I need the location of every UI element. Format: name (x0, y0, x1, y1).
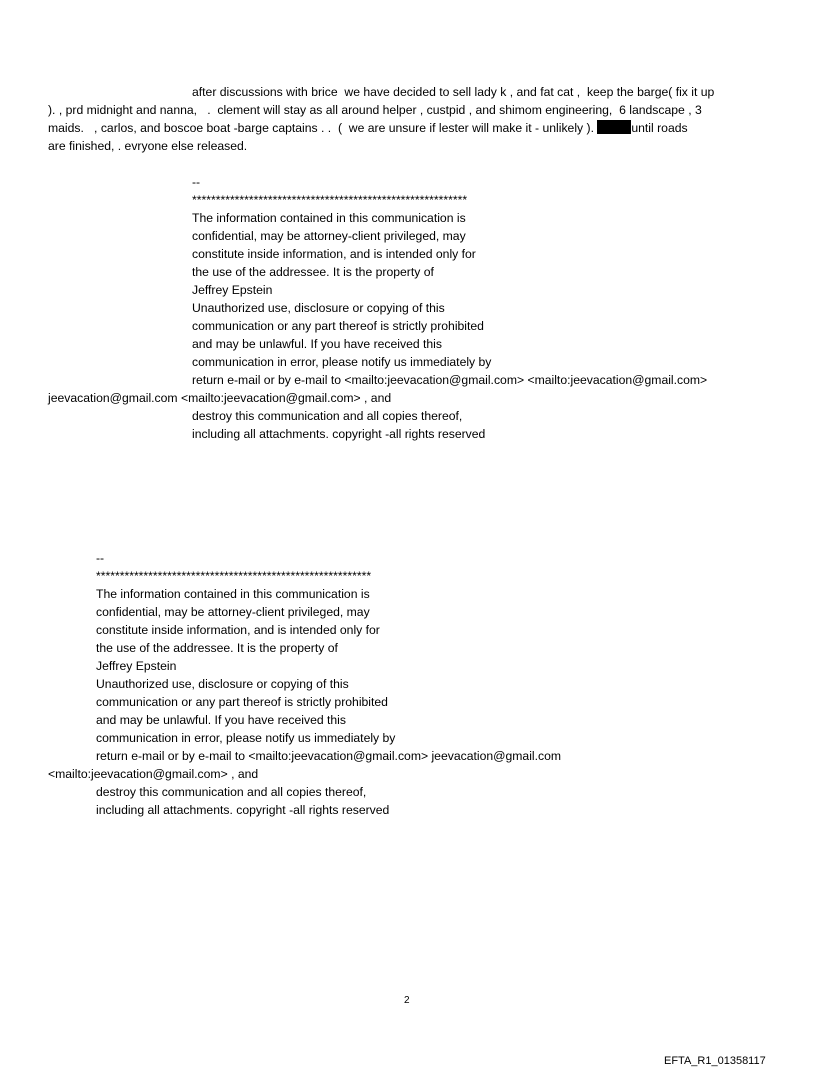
footer2-line: Unauthorized use, disclosure or copying of this (96, 677, 349, 691)
footer1-line: Unauthorized use, disclosure or copying of this (192, 301, 445, 315)
footer1-line: jeevacation@gmail.com <mailto:jeevacation@gmail.com> , and (48, 391, 392, 405)
footer2-line: The information contained in this communication is (96, 587, 370, 601)
footer1-line: return e-mail or by e-mail to <mailto:jeevacation@gmail.com> <mailto:jeevacation@gmail.com> (192, 373, 708, 387)
page-number: 2 (404, 995, 410, 1006)
footer1-stars: ********************************************************** (192, 193, 468, 207)
footer1-line: confidential, may be attorney-client privileged, may (192, 229, 466, 243)
footer1-line: constitute inside information, and is intended only for (192, 247, 476, 261)
footer2-line: destroy this communication and all copies thereof, (96, 785, 367, 799)
footer2-stars: ********************************************************** (96, 569, 372, 583)
footer1-line: including all attachments. copyright -all rights reserved (192, 427, 486, 441)
body-line-3-pre: maids. , carlos, and boscoe boat -barge captains . . ( we are unsure if lester will make it - unlikely ). (48, 121, 598, 135)
footer2-line: the use of the addressee. It is the property of (96, 641, 338, 655)
footer2-line: return e-mail or by e-mail to <mailto:jeevacation@gmail.com> jeevacation@gmail.com (96, 749, 562, 763)
footer1-line: communication or any part thereof is strictly prohibited (192, 319, 484, 333)
redaction-box (597, 120, 631, 134)
footer1-dash: -- (192, 175, 201, 189)
body-line-3-post: until roads (631, 121, 688, 135)
footer1-line: the use of the addressee. It is the property of (192, 265, 434, 279)
footer2-line: <mailto:jeevacation@gmail.com> , and (48, 767, 259, 781)
body-line-1: after discussions with brice we have decided to sell lady k , and fat cat , keep the barge( fix it up (192, 85, 715, 99)
footer2-line: communication or any part thereof is strictly prohibited (96, 695, 388, 709)
footer1-line: destroy this communication and all copies thereof, (192, 409, 463, 423)
footer2-dash: -- (96, 551, 105, 565)
footer2-line: and may be unlawful. If you have received this (96, 713, 346, 727)
body-line-2: ). , prd midnight and nanna, . clement will stay as all around helper , custpid , and shimom engineering, 6 landscape , 3 (48, 103, 702, 117)
footer2-line: confidential, may be attorney-client privileged, may (96, 605, 370, 619)
body-line-3 (48, 120, 688, 138)
footer2-line: including all attachments. copyright -all rights reserved (96, 803, 390, 817)
document-id: EFTA_R1_01358117 (664, 1055, 766, 1067)
footer1-line: and may be unlawful. If you have received this (192, 337, 442, 351)
footer2-line: constitute inside information, and is intended only for (96, 623, 380, 637)
body-line-4: are finished, . evryone else released. (48, 139, 248, 153)
footer2-line: communication in error, please notify us immediately by (96, 731, 396, 745)
footer1-line: The information contained in this communication is (192, 211, 466, 225)
footer1-line: Jeffrey Epstein (192, 283, 273, 297)
footer2-line: Jeffrey Epstein (96, 659, 177, 673)
footer1-line: communication in error, please notify us immediately by (192, 355, 492, 369)
